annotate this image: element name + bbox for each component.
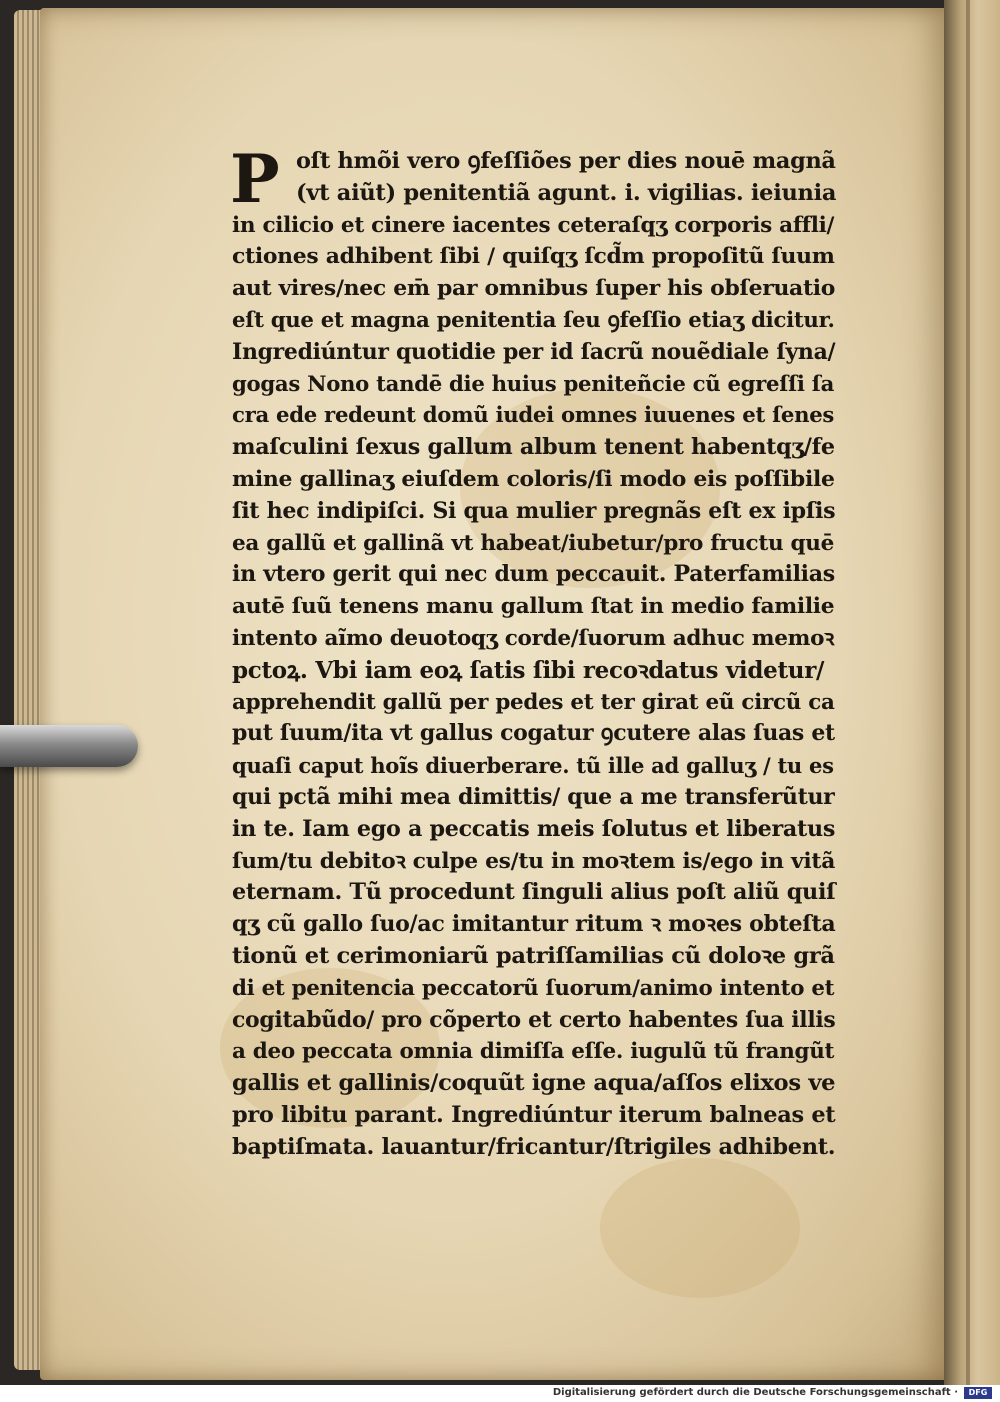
text-line: intento aĩmo deuotoqʒ corde/ſuorum adhuc memoꝛ	[232, 625, 835, 651]
text-line: gogas Nono tandē die huius peniteñcie cũ egreſſi ſa	[232, 371, 835, 397]
text-line: maſculini ſexus gallum album tenent habentqʒ/fe	[232, 434, 835, 461]
page-holder-pointer	[0, 725, 138, 767]
text-line: qʒ cũ gallo ſuo/ac imitantur ritum ꝛ moꝛes obteſta	[232, 911, 836, 938]
text-line: ctiones adhibent ſibi / quiſqʒ ſcd̃m propoſitũ ſuum	[232, 243, 835, 270]
initial-letter: P	[230, 140, 280, 218]
text-line: cogitabũdo/ pro cõperto et certo habentes ſua illis	[232, 1006, 836, 1033]
text-line: put ſuum/ita vt gallus cogatur ꝯcutere alas ſuas et	[232, 720, 835, 747]
text-line: autē ſuũ tenens manu gallum ſtat in medio familie	[232, 594, 835, 620]
text-line: qui pctã mihi mea dimittis/ que a me transferũtur	[232, 783, 835, 810]
text-line: quaſi caput hoĩs diuerberare. tũ ille ad galluʒ / tu es	[232, 753, 834, 779]
text-line: gallis et gallinis/coquũt igne aqua/aſſos elixos ve	[232, 1070, 836, 1097]
dfg-logo: DFG	[964, 1387, 992, 1399]
text-line: apprehendit gallũ per pedes et ter girat eũ circũ ca	[232, 689, 835, 715]
funding-credit: Digitalisierung gefördert durch die Deutsche Forschungsgemeinschaft ·	[552, 1387, 958, 1398]
text-line: aut vires/nec em̄ par omnibus ſuper his obſeruatio	[232, 275, 836, 302]
text-line: Ingrediúntur quotidie per id ſacrũ nouẽdiale ſyna/	[232, 338, 836, 365]
text-line: in te. Iam ego a peccatis meis ſolutus et liberatus	[232, 815, 836, 842]
text-line: (vt aiũt) penitentiã agunt. i. vigilias. ieiunia	[296, 179, 837, 206]
text-line: di et penitencia peccatorũ ſuorum/animo intento et	[232, 975, 835, 1001]
text-line: oſt hmõi vero ꝯfeſſiões per dies nouē magnã	[296, 148, 836, 174]
text-line: pro libitu parant. Ingrediúntur iterum balneas et	[232, 1101, 836, 1128]
text-line: ſum/tu debitoꝛ culpe es/tu in moꝛtem is/ego in vitã	[232, 848, 836, 874]
text-line: baptiſmata. lauantur/fricantur/ſtrigiles adhibent.	[232, 1133, 836, 1160]
text-line: eſt que et magna penitentia ſeu ꝯfeſſio etiaʒ dicitur.	[232, 307, 835, 333]
text-line: a deo peccata omnia dimiſſa eſſe. iugulũ tũ frangũt	[232, 1039, 835, 1065]
text-line: tionũ et cerimoniarũ patriſſamilias cũ doloꝛe grã	[232, 942, 835, 969]
text-line: in cilicio et cinere iacentes ceteraſqʒ corporis affli/	[232, 212, 835, 238]
text-line: mine gallinaʒ eiuſdem coloris/ſi modo eis poſſibile	[232, 465, 835, 492]
text-line: cra ede redeunt domũ iudei omnes iuuenes et ſenes	[232, 403, 835, 429]
text-block	[230, 140, 842, 1164]
book-gutter	[944, 0, 1000, 1385]
paper-stain	[600, 1158, 800, 1298]
text-line: pctoꝝ. Vbi iam eoꝝ ſatis ſibi recoꝛdatus videtur/	[232, 656, 825, 684]
text-line: in vtero gerit qui nec dum peccauit. Paterfamilias	[232, 561, 835, 588]
text-line: ſit hec indipiſci. Si qua mulier pregnãs eſt ex ipſis	[232, 497, 836, 524]
text-line: eternam. Tũ procedunt ſinguli alius poſt aliũ quiſ	[232, 879, 836, 906]
text-line: ea gallũ et gallinã vt habeat/iubetur/pro fructu quē	[232, 530, 834, 556]
